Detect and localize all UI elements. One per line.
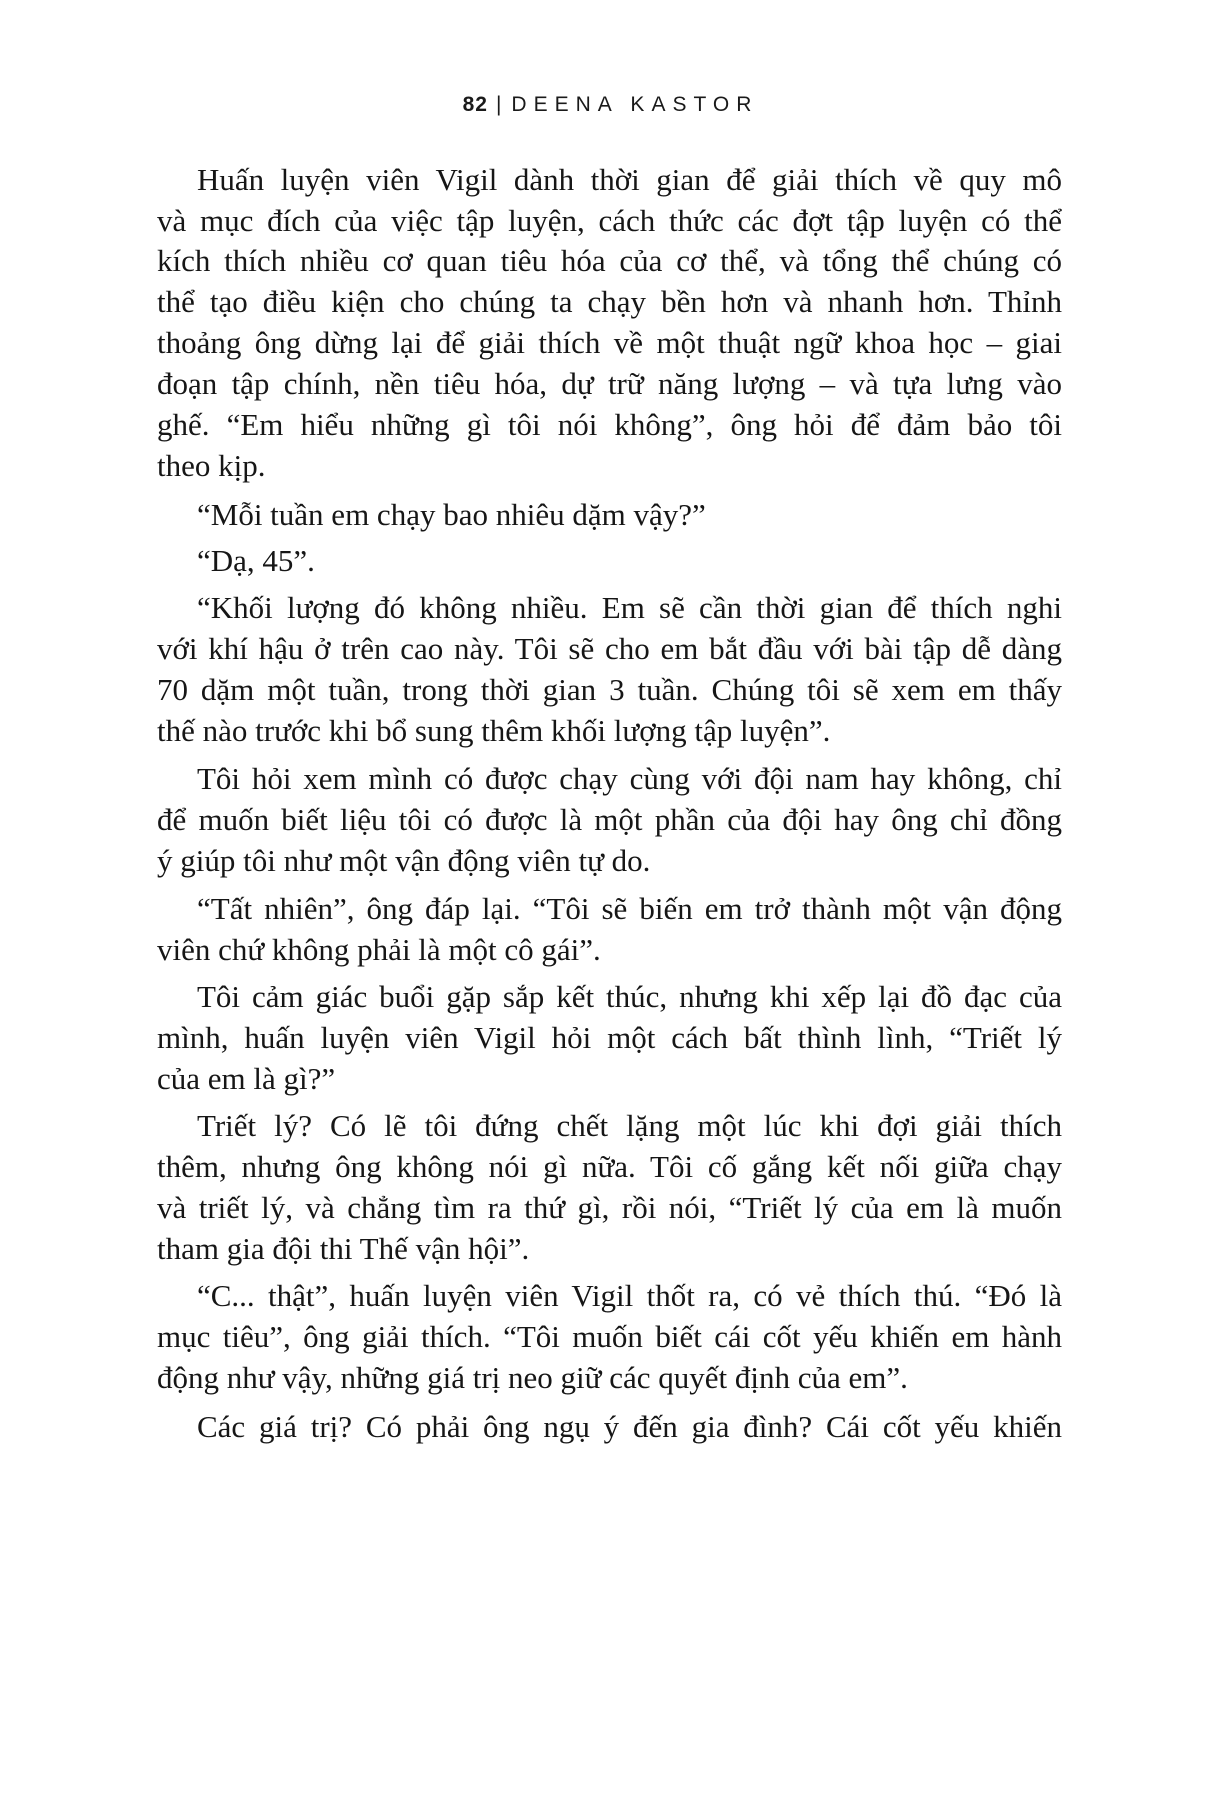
text-line: theo kịp.: [157, 448, 266, 483]
text-line: thoảng ông dừng lại để giải thích về một thuật ngữ khoa học – giai: [157, 325, 1062, 360]
text-line: Triết lý? Có lẽ tôi đứng chết lặng một lúc khi đợi giải thích: [197, 1108, 1062, 1143]
text-line: Tôi cảm giác buổi gặp sắp kết thúc, nhưng khi xếp lại đồ đạc của: [197, 979, 1062, 1014]
text-line: viên chứ không phải là một cô gái”.: [157, 932, 601, 967]
text-line: mục tiêu”, ông giải thích. “Tôi muốn biết cái cốt yếu khiến em hành: [157, 1319, 1062, 1354]
text-line: ghế. “Em hiểu những gì tôi nói không”, ông hỏi để đảm bảo tôi: [157, 407, 1062, 442]
text-line: của em là gì?”: [157, 1061, 336, 1096]
text-line: tham gia đội thi Thế vận hội”.: [157, 1231, 530, 1266]
text-line: “Tất nhiên”, ông đáp lại. “Tôi sẽ biến em trở thành một vận động: [197, 891, 1062, 926]
text-line: Các giá trị? Có phải ông ngụ ý đến gia đình? Cái cốt yếu khiến: [197, 1409, 1062, 1444]
text-line: và triết lý, và chẳng tìm ra thứ gì, rồi nói, “Triết lý của em là muốn: [157, 1190, 1062, 1225]
text-line: để muốn biết liệu tôi có được là một phần của đội hay ông chỉ đồng: [157, 802, 1062, 837]
text-line: “C... thật”, huấn luyện viên Vigil thốt ra, có vẻ thích thú. “Đó là: [197, 1278, 1062, 1313]
text-line: “Khối lượng đó không nhiều. Em sẽ cần thời gian để thích nghi: [197, 590, 1062, 625]
text-line: Tôi hỏi xem mình có được chạy cùng với đội nam hay không, chỉ: [197, 761, 1062, 796]
text-line: mình, huấn luyện viên Vigil hỏi một cách bất thình lình, “Triết lý: [157, 1020, 1062, 1055]
text-line: Huấn luyện viên Vigil dành thời gian để giải thích về quy mô: [197, 162, 1062, 197]
text-line: 70 dặm một tuần, trong thời gian 3 tuần. Chúng tôi sẽ xem em thấy: [157, 672, 1062, 707]
text-line: kích thích nhiều cơ quan tiêu hóa của cơ thể, và tổng thể chúng có: [157, 243, 1062, 278]
header-separator: |: [495, 93, 502, 116]
text-line: “Dạ, 45”.: [197, 543, 315, 578]
text-line: thể tạo điều kiện cho chúng ta chạy bền hơn và nhanh hơn. Thỉnh: [157, 284, 1062, 319]
text-line: ý giúp tôi như một vận động viên tự do.: [157, 843, 651, 878]
text-line: và mục đích của việc tập luyện, cách thức các đợt tập luyện có thể: [157, 203, 1062, 238]
text-line: đoạn tập chính, nền tiêu hóa, dự trữ năng lượng – và tựa lưng vào: [157, 366, 1062, 401]
running-head: [0, 92, 1221, 118]
text-line: thêm, nhưng ông không nói gì nữa. Tôi cố gắng kết nối giữa chạy: [157, 1149, 1062, 1184]
text-line: “Mỗi tuần em chạy bao nhiêu dặm vậy?”: [197, 497, 706, 532]
text-line: thế nào trước khi bổ sung thêm khối lượng tập luyện”.: [157, 713, 831, 748]
page-number: 82: [462, 93, 488, 116]
text-line: động như vậy, những giá trị neo giữ các quyết định của em”.: [157, 1360, 908, 1395]
text-line: với khí hậu ở trên cao này. Tôi sẽ cho em bắt đầu với bài tập dễ dàng: [157, 631, 1062, 666]
author-name: DEENA KASTOR: [511, 93, 759, 116]
